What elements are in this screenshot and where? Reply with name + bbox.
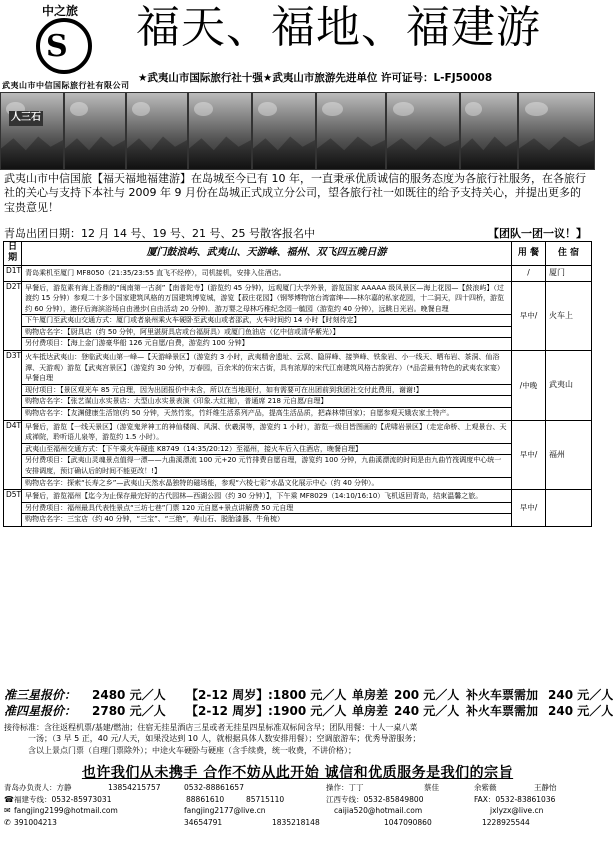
row-day: D5T xyxy=(4,490,22,527)
row-hotel: 武夷山 xyxy=(546,351,592,421)
contact-operator: 余紫薇 xyxy=(474,783,497,792)
row-line: 青岛乘机至厦门 MF8050（21:35/23:55 直飞不经停），司机接机，安排入住酒店。 xyxy=(25,268,286,277)
row-desc xyxy=(22,490,512,527)
row-meals: 早中/ xyxy=(512,281,546,351)
note-line: 接待标准：含往返程机票/基建/燃油；住宿无挂星酒店三星或者无挂星四星标准双标间含早；团队用餐：十人一桌八菜 xyxy=(4,723,418,732)
contact-phone: 0532-88861657 xyxy=(184,783,244,792)
row-day: D4T xyxy=(4,420,22,490)
row-line: 购物店名字：三宝店（约 40 分钟，“三宝”、“三绝”，寿山石、脱胎漆器、牛角梳） xyxy=(22,513,511,525)
row-line: 另付费项目：【武夷山灵魂景点值得一漂——九曲溪漂流 100 元+20 元竹排费自愿自理，游览约 100 分钟，九曲溪漂流的时间是由九曲竹筏调度中心统一安排调度，预订确认后的时间不能更改！!】 xyxy=(22,454,511,476)
adult-price: 2480 元／人 xyxy=(92,688,166,702)
single-price: 200 元／人 xyxy=(394,688,460,702)
table-header-row xyxy=(4,242,592,266)
email-address: fangjing2177@live.cn xyxy=(184,806,266,815)
photo-temple xyxy=(188,92,252,170)
departure-dates: 青岛出团日期：12 月 14 号、19 号、21 号、25 号散客报名中 xyxy=(4,227,315,240)
fujian-line: 福建专线：0532-85973031 xyxy=(14,794,112,804)
qq-number: 1228925544 xyxy=(482,817,530,827)
table-row xyxy=(4,490,592,527)
row-line: 火车抵达武夷山：登临武夷山第一峰—【天游峰景区】（游览约 3 小时，武夷精舍遗址、云窝、隐屏峰、接笋峰、铁象岩、小一线天、晒布岩、茶洞、仙浴潭、天游观）游览【武夷宫景区】（游览约 30 分钟，万春园，百余米的仿宋古街，具有浓厚的宋代江南建筑风格古韵犹存）（*品尝最有特色的武夷农家宴）早餐自理 xyxy=(25,353,504,383)
price-label: 准三星报价： xyxy=(4,688,77,702)
note-line: 含以上景点门票（自理门票除外）；中途火车硬卧与硬座（含手续费，统一收费，不讲价格）； xyxy=(28,745,356,755)
row-line: 购物店名字：探索“长寿之乡”—武夷山天然水晶独特的磁场能，参观“六棱七彩”水晶文化展示中心（约 40 分钟）。 xyxy=(22,477,511,489)
row-desc xyxy=(22,281,512,351)
header-route: 厦门鼓浪屿、武夷山、天游峰、福州、双飞四五晚日游 xyxy=(22,242,512,266)
photo-stone xyxy=(0,92,64,170)
contact-mobile: 13854215757 xyxy=(108,783,161,792)
qq-icon: ✆ xyxy=(4,817,11,827)
row-line: 购物店名字：【厨具店（约 50 分钟，阿里湛厨具店或台福厨具）或厦门鱼油店（亿中信或清华紫光）】 xyxy=(22,326,511,338)
row-meals: 早中/ xyxy=(512,490,546,527)
row-hotel: 火车上 xyxy=(546,281,592,351)
fax-number: FAX：0532-83861036 xyxy=(474,794,556,804)
row-day: D1T xyxy=(4,265,22,281)
row-hotel xyxy=(546,490,592,527)
price-row-4star xyxy=(0,704,613,720)
photo-peak xyxy=(386,92,460,170)
qq-number: 391004213 xyxy=(14,817,57,827)
row-meals: /中晚 xyxy=(512,351,546,421)
row-line: 下午厦门至武夷山交通方式：厦门或者泉州乘火车硬卧至武夷山或者邵武，火车时间约 14 小时【时刻待定】 xyxy=(22,314,511,326)
row-desc xyxy=(22,351,512,421)
main-title: 福天、福地、福建游 xyxy=(136,2,541,53)
contact-block xyxy=(4,782,591,828)
header-meals: 用 餐 xyxy=(512,242,546,266)
contact-operator: 操作：丁丁 xyxy=(326,783,364,792)
row-line: 早餐后，游览【一线天景区】（游览鬼斧神工的神仙楼阁、风洞、伏羲洞等，游览约 1 小时），游览一级目皆图画的【虎啸岩景区】（走定命桥、上观景台、天成禅院，聆听语儿泉等，游览约 1.5 小时）。 xyxy=(25,422,507,442)
photo-mountain-1 xyxy=(64,92,126,170)
contact-row xyxy=(4,782,591,794)
train-label: 补火车票需加 xyxy=(466,704,539,718)
table-row xyxy=(4,281,592,351)
child-price: :1900 元／人 xyxy=(268,704,347,718)
photo-strip xyxy=(0,92,595,172)
train-price: 240 元／人 xyxy=(548,704,613,718)
email-address: jxlyzx@live.cn xyxy=(490,806,544,815)
child-label: 【2-12 周岁】 xyxy=(186,688,269,702)
train-price: 240 元／人 xyxy=(548,688,613,702)
logo-text: 中之旅 xyxy=(42,4,79,18)
table-row xyxy=(4,265,592,281)
photo-coast xyxy=(126,92,188,170)
email-address: fangjing2199@hotmail.com xyxy=(14,806,118,815)
child-price: :1800 元／人 xyxy=(268,688,347,702)
row-line: 武夷山至福州交通方式：【下午乘火车硬座 K8749（14:35/20:12）至福州，接火车后入住酒店，晚餐自理】 xyxy=(22,443,511,455)
table-row xyxy=(4,351,592,421)
adult-price: 2780 元／人 xyxy=(92,704,166,718)
page-header xyxy=(0,0,595,92)
row-meals: 早中/ xyxy=(512,420,546,490)
row-desc xyxy=(22,420,512,490)
qq-number: 1835218148 xyxy=(272,817,320,827)
contact-row xyxy=(4,817,591,829)
note-line: 一汤；（3 早 5 正，40 元/人天，如果没达到 10 人，就根据具体人数安排用餐）；空调旅游车；优秀导游服务； xyxy=(28,734,421,744)
contact-operator: 王静怡 xyxy=(534,783,557,792)
email-address: caijia520@hotmail.com xyxy=(334,806,423,815)
table-row xyxy=(4,420,592,490)
photo-statue xyxy=(518,92,595,170)
rank-line: ★武夷山市国际旅行社十强★武夷山市旅游先进单位 许可证号：L-FJ50008 xyxy=(138,72,493,84)
row-line: 购物店名字：【张艺谋山水实景店：大型山水实景表演《印象.大红袍》，普通席 218 元自愿/自理】 xyxy=(22,395,511,407)
price-row-3star xyxy=(0,688,613,704)
photo-cliff xyxy=(460,92,518,170)
row-line: 另付费项目：【海上金门游豪华船 126 元自愿/自费，游览约 100 分钟】 xyxy=(22,337,511,349)
row-line: 早餐后，游览素有海上香鼎的“闽南第一古刹”【南普陀寺】(游览约 45 分钟)，远观厦门大学外景，游览国家 AAAAA 级风景区—海上花园—【鼓浪屿】（过渡约 15 分钟）参观二十多个国家建筑风格的万国建筑博览城，游览【菽庄花园】（钢琴博物馆台湾富绅——林尔嘉的私家花园，十二洞天，四十四桥，游览约 60 分钟），港仔后海滨浴场自由漫步(自由活动 20 分钟)．游万婴之母林巧稚纪念园一毓园（游览约 40 分钟），远眺日光岩。晚餐自理 xyxy=(25,283,504,313)
row-line: 另付费项目：福州最具代表性景点“三坊七巷”门票 120 元自愿+景点讲解费 50 元自理 xyxy=(22,502,511,514)
phone-number: 85715110 xyxy=(246,794,285,804)
single-label: 单房差 xyxy=(352,704,389,718)
intro-paragraph: 武夷山市中信国旅【福天福地福建游】在岛城至今已有 10 年，一直秉承优质诚信的服务态度为各旅行社服务，在各旅行社的关心与支持下本社与 2009 年 9 月份在岛城正式成立分公司，望各旅行社一如既往的给予支持关心，并提出更多的宝贵意见！ xyxy=(4,172,586,214)
price-block xyxy=(0,688,613,720)
header-day: 日期 xyxy=(4,242,22,266)
phone-number: 88861610 xyxy=(186,794,225,804)
row-day: D2T xyxy=(4,281,22,351)
row-desc xyxy=(22,265,512,281)
qq-number: 1047090860 xyxy=(384,817,432,827)
logo-mark: S xyxy=(46,29,68,64)
row-meals: / xyxy=(512,265,546,281)
contact-row xyxy=(4,794,591,806)
row-day: D3T xyxy=(4,351,22,421)
row-line: 购物店名字：【友渊健康生活馆(约 50 分钟，天然竹浆，竹纤维生活系列产品，提高生活品质，把森林带回家)；自愿参观天娥农家土特产。 xyxy=(22,407,511,419)
row-hotel: 厦门 xyxy=(546,265,592,281)
itinerary-table xyxy=(3,241,592,527)
row-line: 现付项目：【景区观光车 85 元自理，因为出团报价中未含，所以在当地现付，如有需要可在出团前到我团社交付此费用，谢谢!】 xyxy=(22,384,511,396)
child-label: 【2-12 周岁】 xyxy=(186,704,269,718)
jiangxi-line: 江西专线：0532-85849800 xyxy=(326,794,424,804)
price-label: 准四星报价： xyxy=(4,704,77,718)
stone-label: 人三石 xyxy=(9,111,43,126)
email-icon: ✉ xyxy=(4,806,11,815)
photo-garden xyxy=(252,92,316,170)
contact-row xyxy=(4,805,591,817)
slogan: 也许我们从未携手 合作不妨从此开始 诚信和优质服务是我们的宗旨 xyxy=(81,765,514,781)
row-hotel: 福州 xyxy=(546,420,592,490)
service-standard xyxy=(4,722,591,756)
phone-icon: ☎ xyxy=(4,794,14,804)
train-label: 补火车票需加 xyxy=(466,688,539,702)
qq-number: 34654791 xyxy=(184,817,223,827)
single-price: 240 元／人 xyxy=(394,704,460,718)
photo-river xyxy=(316,92,386,170)
group-note: 【团队一团一议！】 xyxy=(488,227,587,240)
contact-operator: 蔡佳 xyxy=(424,783,439,792)
contact-manager: 青岛办负责人：方静 xyxy=(4,783,72,792)
schedule-line xyxy=(4,227,591,241)
single-label: 单房差 xyxy=(352,688,389,702)
header-hotel: 住 宿 xyxy=(546,242,592,266)
company-name: 武夷山市中信国际旅行社有限公司 xyxy=(2,80,130,90)
row-line: 早餐后，游览福州【迄今为止保存最完好的古代园林—西湖公园（约 30 分钟）】，下午乘 MF8029（14:10/16:10）飞机返回青岛，结束温馨之旅。 xyxy=(25,492,483,501)
company-logo xyxy=(28,4,100,76)
